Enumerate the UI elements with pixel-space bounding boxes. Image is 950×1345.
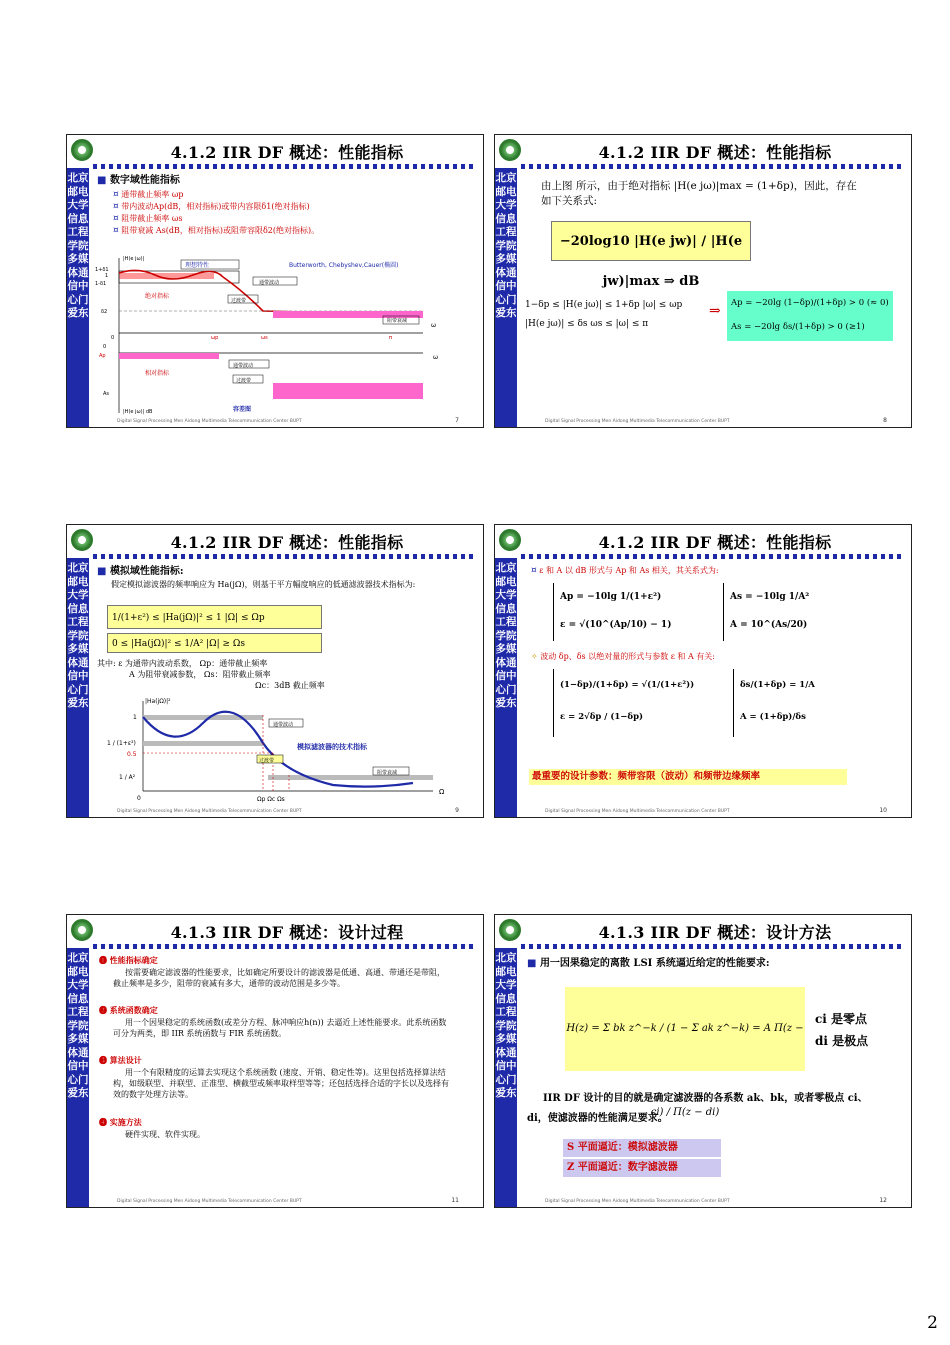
transfer-function: H(z) = Σ bk z^−k / (1 − Σ ak z^−k) = A Π(z − ci) / Π(z − di) <box>565 987 805 1071</box>
analog-spec-diagram <box>93 693 473 808</box>
eq-A-delta: A = (1+δp)/δs <box>740 712 806 722</box>
eq-A: A = 10^(As/20) <box>730 620 808 630</box>
slide-footer: Digital Signal Processing Men Aidong Multimedia Telecommunication Center BUPT <box>117 1199 302 1204</box>
slide-footer: Digital Signal Processing Men Aidong Multimedia Telecommunication Center BUPT <box>117 419 302 424</box>
label-relative: 相对指标 <box>145 370 170 377</box>
tick-label: 0.5 <box>127 751 137 758</box>
slide-footer: Digital Signal Processing Men Aidong Multimedia Telecommunication Center BUPT <box>545 1199 730 1204</box>
label-absolute: 绝对指标 <box>145 293 170 300</box>
step-2-heading: 系统函数确定 <box>109 1005 158 1015</box>
design-goal: IIR DF 设计的目的就是确定滤波器的各系数 ak、bk，或者零极点 ci、di，使滤波器的性能满足要求。 <box>527 1093 868 1124</box>
slide-12: 4.1.3 IIR DF 概述：设计方法 北京邮电大学信息工程学院多媒体通信中心门爱东 ■ 用一因果稳定的离散 LSI 系统逼近给定的性能要求: H(z) = Σ bk z^−k / (1 − Σ ak z^−k) = A Π(z − ci) / Π(z − di) ci 是零点 di 是极点 IIR DF 设计的目的就是确定滤波器的各系数 ak、bk，或者零极点 ci、di，使滤波器的性能满足要求。 S 平面逼近：模拟滤波器 Z 平面逼近：数字滤波器 Digital Signal Processing Men Aidong Multimedia Telecommunication Center BUPT 12 <box>494 914 912 1208</box>
slide-9: 4.1.2 IIR DF 概述：性能指标 北京邮电大学信息工程学院多媒体通信中心门爱东 ■ 模拟域性能指标: 假定模拟滤波器的频率响应为 Ha(jΩ)，则基于平方幅度响应的低通滤波器技术指标为: 1/(1+ε²) ≤ |Ha(jΩ)|² ≤ 1 |Ω| ≤ Ωp 0 ≤ |Ha(jΩ)|² ≤ 1/A² |Ω| ≥ Ωs 其中: ε 为通带内波动系数， Ωp：通带截止频率 A 为阻带衰减参数， Ωs：阻带截止频率 Ωc：3dB 截止频率 |Ha(jΩ)|² 1 1 / (1+ε²) 0.5 1 / A² 0 通带波动 过渡带 模拟滤波器的技术指标 阻带衰减 Ωp Ωc Ωs Ω Digital Signal Processing Men Aidong Multimedia Telecommunication Center BUPT 9 <box>66 524 484 818</box>
relation-line-2: 波动 δp、δs 以绝对量的形式与参数 ε 和 A 有关: <box>540 652 715 661</box>
item: 阻带衰减 As(dB，相对指标)或阻带容限δ2(绝对指标)。 <box>121 226 320 235</box>
item: 带内波动Ap(dB，相对指标)或带内容限δ1(绝对指标) <box>121 202 310 211</box>
slide-number: 9 <box>455 807 459 814</box>
step-1-text: 按需要确定滤波器的性能要求，比如确定所要设计的滤波器是低通、高通、带通还是带阻，截止频率是多少，阻带的衰减有多大，通带的波动范围是多少等。 <box>113 968 445 988</box>
stopband-spec: 0 ≤ |Ha(jΩ)|² ≤ 1/A² |Ω| ≥ Ωs <box>107 633 322 653</box>
slide-title: 4.1.2 IIR DF 概述：性能指标 <box>170 143 404 162</box>
sidebar-text: 北京邮电大学信息工程学院多媒体通信中心门爱东 <box>495 558 517 817</box>
sidebar-text: 北京邮电大学信息工程学院多媒体通信中心门爱东 <box>67 558 89 817</box>
step-2-text: 用一个因果稳定的系统函数(或差分方程、脉冲响应h(n)) 去逼近上述性能要求。此系统函数可分为两类，即 IIR 系统函数与 FIR 系统函数。 <box>113 1018 447 1038</box>
label-passband-ripple: 通带波动 <box>259 280 280 286</box>
axis-label: |H(e jω)| <box>123 256 145 262</box>
university-logo <box>499 919 521 941</box>
divider <box>521 164 905 169</box>
slide-number: 7 <box>455 417 459 424</box>
eq-eps-delta: ε = 2√δp / (1−δp) <box>560 712 644 722</box>
tick-label: 1+δ1 <box>95 267 109 273</box>
tick-label: δ2 <box>101 309 108 315</box>
tick-label: Ap <box>99 353 106 359</box>
label-types: Butterworth, Chebyshev,Cauer(椭圆) <box>289 262 399 269</box>
slide-number: 10 <box>879 807 887 814</box>
s-plane-approx: S 平面逼近：模拟滤波器 <box>563 1139 721 1157</box>
section-heading: 模拟域性能指标: <box>109 566 184 577</box>
z-plane-approx: Z 平面逼近：数字滤波器 <box>563 1159 721 1177</box>
divider <box>521 554 905 559</box>
step-3-heading: 算法设计 <box>109 1055 142 1065</box>
tick-label: π <box>389 335 393 341</box>
approx-line: 用一因果稳定的离散 LSI 系统逼近给定的性能要求: <box>539 958 770 969</box>
eq-epsilon: ε = √(10^(Ap/10) − 1) <box>560 620 672 630</box>
label-transition: 过渡带 <box>231 298 247 304</box>
slide-10: 4.1.2 IIR DF 概述：性能指标 北京邮电大学信息工程学院多媒体通信中心门爱东 ¤ ε 和 A 以 dB 形式与 Ap 和 As 相关，其关系式为: Ap = −10lg 1/(1+ε²) ε = √(10^(Ap/10) − 1) As = −10lg 1/A² A = 10^(As/20) ✧ 波动 δp、δs 以绝对量的形式与参数 ε 和 A 有关: (1−δp)/(1+δp) = √(1/(1+ε²)) ε = 2√δp / (1−δp) δs/(1+δp) = 1/A A = (1+δp)/δs 最重要的设计参数：频带容限（波动）和频带边缘频率 Digital Signal Processing Men Aidong Multimedia Telecommunication Center BUPT 10 <box>494 524 912 818</box>
label-transition: 过渡带 <box>259 758 275 764</box>
tick-label: Ωp Ωc Ωs <box>257 796 285 803</box>
slide-title: 4.1.3 IIR DF 概述：设计过程 <box>170 923 404 942</box>
tick-label: 1 / (1+ε²) <box>107 740 136 747</box>
item: 通带截止频率 ωp <box>121 190 184 199</box>
slide-title: 4.1.2 IIR DF 概述：性能指标 <box>598 533 832 552</box>
tick-label: 0 <box>111 335 115 341</box>
slide-title: 4.1.2 IIR DF 概述：性能指标 <box>598 143 832 162</box>
tick-label: 1 <box>105 273 109 279</box>
passband-spec: 1/(1+ε²) ≤ |Ha(jΩ)|² ≤ 1 |Ω| ≤ Ωp <box>107 605 322 629</box>
eq-ap: Ap = −10lg 1/(1+ε²) <box>560 592 662 602</box>
label-transition-2: 过渡带 <box>236 378 252 384</box>
tick-label: 1-δ1 <box>95 281 107 287</box>
implies-arrow: ⇒ <box>709 303 721 319</box>
step-4-text: 硬件实现、软件实现。 <box>125 1130 205 1139</box>
tick-label: 1 <box>133 714 137 721</box>
slide-footer: Digital Signal Processing Men Aidong Multimedia Telecommunication Center BUPT <box>117 809 302 814</box>
axis-label: |H(e jω)| dB <box>123 409 153 415</box>
axis-label: ω <box>431 322 437 329</box>
slide-footer: Digital Signal Processing Men Aidong Multimedia Telecommunication Center BUPT <box>545 419 730 424</box>
label-passband-ripple-2: 通带波动 <box>233 363 254 369</box>
divider <box>93 164 477 169</box>
divider <box>93 944 477 949</box>
eq-delta-s: δs/(1+δp) = 1/A <box>740 680 815 690</box>
intro-text: 假定模拟滤波器的频率响应为 Ha(jΩ)，则基于平方幅度响应的低通滤波器技术指标为: <box>111 580 416 589</box>
tick-label: ωs <box>261 335 268 341</box>
tick-label: As <box>103 391 110 397</box>
relation-text: 由上图 所示，由于绝对指标 |H(e jω)|max = (1+δp)，因此，存在如下关系式: <box>541 180 857 207</box>
label-tolerance: 容差图 <box>233 406 252 413</box>
db-equation: −20log10 |H(e jw)| / |H(e jw)|max ⇒ dB <box>551 221 751 261</box>
eq-as: As = −20lg δs/(1+δp) > 0 (≥1) <box>731 322 865 332</box>
university-logo <box>71 139 93 161</box>
university-logo <box>71 529 93 551</box>
slide-11: 4.1.3 IIR DF 概述：设计过程 北京邮电大学信息工程学院多媒体通信中心门爱东 ❶ 性能指标确定 按需要确定滤波器的性能要求，比如确定所要设计的滤波器是低通、高通、带通还是带阻，截止频率是多少，阻带的衰减有多大，通带的波动范围是多少等。 ❷ 系统函数确定 用一个因果稳定的系统函数(或差分方程、脉冲响应h(n)) 去逼近上述性能要求。此系统函数可分为两类，即 IIR 系统函数与 FIR 系统函数。 ❸ 算法设计 用一个有限精度的运算去实现这个系统函数 (速度、开销、稳定性等)。这里包括选择算法结构，如级联型、并联型、正准型、横截型或频率取样型等等；还包括选择合适的字长以及选择有效的数字处理方法等。 ❹ 实施方法 硬件实现、软件实现。 Digital Signal Processing Men Aidong Multimedia Telecommunication Center BUPT 11 <box>66 914 484 1208</box>
tolerance-diagram <box>93 253 473 418</box>
university-logo <box>71 919 93 941</box>
tick-label: 1 / A² <box>119 774 136 781</box>
eq-as: As = −10lg 1/A² <box>730 592 810 602</box>
slide-number: 11 <box>451 1197 459 1204</box>
relation-line-1: ε 和 A 以 dB 形式与 Ap 和 As 相关，其关系式为: <box>539 566 719 575</box>
eq-left-2: |H(e jω)| ≤ δs ωs ≤ |ω| ≤ π <box>525 319 649 329</box>
page-number: 2 <box>927 1313 938 1333</box>
label-ideal: 理想特性 <box>185 262 210 269</box>
sidebar-text: 北京邮电大学信息工程学院多媒体通信中心门爱东 <box>67 948 89 1207</box>
step-4-heading: 实施方法 <box>109 1117 142 1127</box>
slide-footer: Digital Signal Processing Men Aidong Multimedia Telecommunication Center BUPT <box>545 809 730 814</box>
eq-left-1: 1−δp ≤ |H(e jω)| ≤ 1+δp |ω| ≤ ωp <box>525 300 683 310</box>
section-heading: 数字域性能指标 <box>109 175 180 186</box>
divider <box>93 554 477 559</box>
key-parameters: 最重要的设计参数：频带容限（波动）和频带边缘频率 <box>529 769 847 785</box>
where-2: A 为阻带衰减参数， Ωs：阻带截止频率 <box>129 670 271 679</box>
slide-7: 4.1.2 IIR DF 概述：性能指标 北京邮电大学信息工程学院多媒体通信中心门爱东 ■ 数字域性能指标 ¤ 通带截止频率 ωp ¤ 带内波动Ap(dB，相对指标)或带内容限δ1(绝对指标) ¤ 阻带截止频率 ωs ¤ 阻带衰减 As(dB，相对指标)或阻带容限δ2(绝对指标)。 过渡带 通带波动 理想特性 Butterworth, Chebyshev,Cauer(椭圆) 绝对指标 阻带衰减 |H(e jω)| 1+δ1 1 1-δ1 δ2 0 ωp ωs π ω 通带波动 相对指标 过渡带 0 Ap As ω |H(e jω)| dB 容差图 Digital Signal Processing Men Aidong Multimedia Telecommunication Center BUPT 7 <box>66 134 484 428</box>
university-logo <box>499 529 521 551</box>
item: 阻带截止频率 ωs <box>121 214 183 223</box>
university-logo <box>499 139 521 161</box>
sidebar-text: 北京邮电大学信息工程学院多媒体通信中心门爱东 <box>67 168 89 427</box>
axis-label: ω <box>433 354 439 361</box>
label-analog-spec: 模拟滤波器的技术指标 <box>297 743 367 751</box>
where-3: Ωc：3dB 截止频率 <box>255 681 325 690</box>
slide-number: 8 <box>883 417 887 424</box>
tick-label: 0 <box>137 795 141 802</box>
sidebar-text: 北京邮电大学信息工程学院多媒体通信中心门爱东 <box>495 948 517 1207</box>
tick-label: 0 <box>103 344 107 350</box>
eq-ap: Ap = −20lg (1−δp)/(1+δp) > 0 (≈ 0) <box>731 298 889 308</box>
label-stop: 阻带衰减 <box>377 770 398 776</box>
step-3-text: 用一个有限精度的运算去实现这个系统函数 (速度、开销、稳定性等)。这里包括选择算法结构，如级联型、并联型、正准型、横截型或频率取样型等等；还包括选择合适的字长以及选择有效的数字处理方法等。 <box>113 1068 449 1099</box>
zeros-note: ci 是零点 <box>815 1012 868 1026</box>
divider <box>521 944 905 949</box>
eq-delta-p: (1−δp)/(1+δp) = √(1/(1+ε²)) <box>560 680 695 690</box>
axis-label: |Ha(jΩ)|² <box>145 698 171 705</box>
where-1: 其中: ε 为通带内波动系数， Ωp：通带截止频率 <box>97 659 268 668</box>
axis-label: Ω <box>439 788 445 796</box>
label-stop-attenuation: 阻带衰减 <box>387 318 408 324</box>
poles-note: di 是极点 <box>815 1034 869 1048</box>
sidebar-text: 北京邮电大学信息工程学院多媒体通信中心门爱东 <box>495 168 517 427</box>
slide-8 <box>494 134 912 428</box>
slide-title: 4.1.3 IIR DF 概述：设计方法 <box>598 923 832 942</box>
label-pass-ripple: 通带波动 <box>273 722 294 728</box>
slide-number: 12 <box>879 1197 887 1204</box>
step-1-heading: 性能指标确定 <box>109 955 158 965</box>
tick-label: ωp <box>211 335 219 341</box>
slide-title: 4.1.2 IIR DF 概述：性能指标 <box>170 533 404 552</box>
